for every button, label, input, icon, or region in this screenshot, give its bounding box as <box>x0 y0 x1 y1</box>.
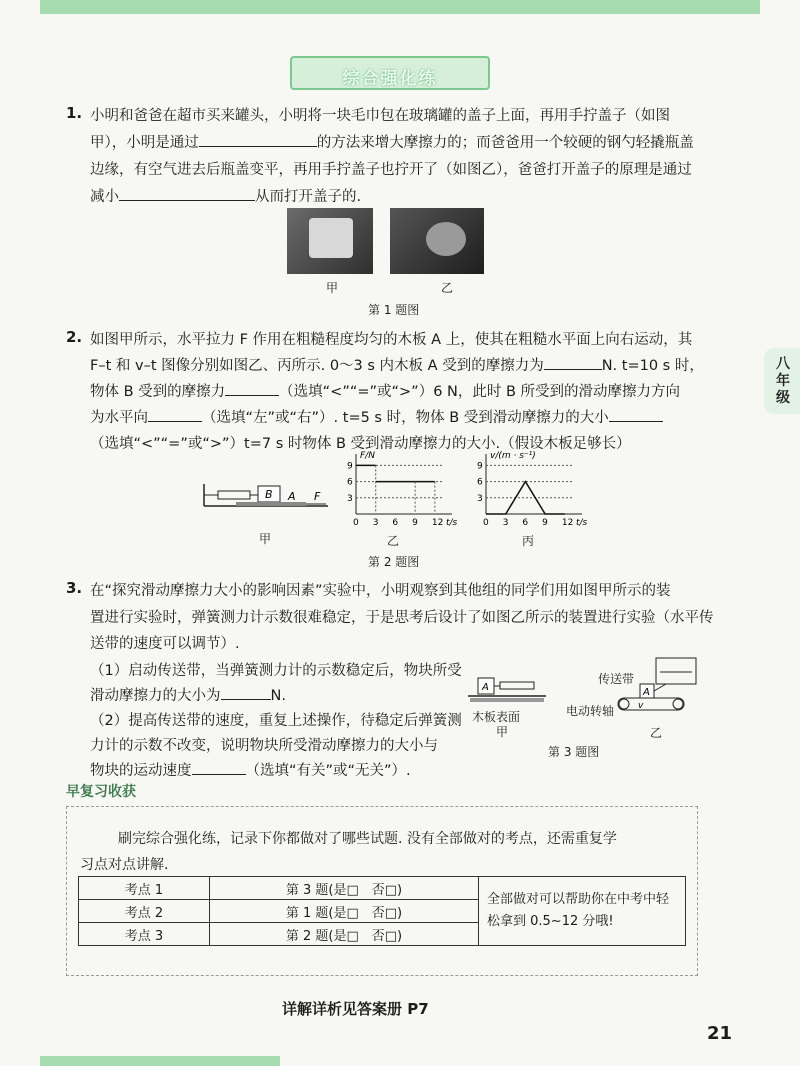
answer-reference: 详解详析见答案册 P7 <box>282 1000 429 1018</box>
q1-text: 从而打开盖子的. <box>255 189 362 205</box>
q3-belt-label: 传送带 <box>598 672 635 686</box>
block-a-label: A <box>482 682 489 693</box>
x-tick-label: 6 <box>392 518 399 528</box>
q1-line-4 <box>90 185 361 206</box>
q3-caption: 第 3 题图 <box>548 745 600 759</box>
q2-blank-2[interactable] <box>225 381 279 396</box>
q2-caption: 第 2 题图 <box>368 555 420 569</box>
belt-velocity-label: v <box>638 701 644 711</box>
q3-text: 物块的运动速度 <box>90 763 192 779</box>
q2-line-4 <box>90 406 663 427</box>
x-tick-label: 12 <box>431 518 444 528</box>
block-a-label: A <box>643 687 650 698</box>
q1-line-2 <box>90 131 694 152</box>
q3-fig-label-jia: 甲 <box>496 725 509 739</box>
x-tick-label: 0 <box>483 518 489 528</box>
x-tick-label: 0 <box>353 518 359 528</box>
q1-text: 的方法来增大摩擦力的；而爸爸用一个较硬的钢勺轻撬瓶盖 <box>316 135 694 151</box>
q3-line-2: 置进行实验时，弹簧测力计示数很难稳定，于是思考后设计了如图乙所示的装置进行实验（水平传 <box>90 610 714 626</box>
q3-blank-1[interactable] <box>221 685 271 700</box>
question-cell[interactable]: 第 3 题(是□ 否□) <box>210 877 479 900</box>
q2-fig-jia <box>196 480 336 520</box>
q1-fig-label-jia: 甲 <box>326 281 339 295</box>
q3-text: N. <box>270 688 286 704</box>
y-tick-label: 9 <box>347 461 353 472</box>
q3-sub2-line-3 <box>90 759 411 780</box>
q1-text: 减小 <box>90 189 119 205</box>
q3-motor-label: 电动转轴 <box>566 704 615 718</box>
q2-fig-label-bing: 丙 <box>522 534 535 548</box>
x-tick-label: 3 <box>502 518 509 528</box>
q2-chart-bing <box>468 450 594 530</box>
board <box>470 698 544 702</box>
q3-line-1: 在“探究滑动摩擦力大小的影响因素”实验中，小明观察到其他组的同学们用如图甲所示的装 <box>90 583 671 599</box>
q2-line-2 <box>90 354 704 375</box>
q1-line-3: 边缘，有空气进去后瓶盖变平，再用手拧盖子也拧开了（如图乙），爸爸打开盖子的原理是通过 <box>90 162 692 178</box>
q1-fig-label-yi: 乙 <box>441 281 454 295</box>
point-cell: 考点 2 <box>79 900 210 923</box>
q3-line-3: 送带的速度可以调节）. <box>90 636 240 652</box>
q1-photo-jia <box>287 208 373 274</box>
y-tick-label: 6 <box>347 477 353 488</box>
spring-scale <box>218 491 250 499</box>
q2-line-3 <box>90 380 680 401</box>
q2-text: 为水平向 <box>90 410 148 426</box>
review-note: 全部做对可以帮助你在中考中轻松拿到 0.5~12 分哦! <box>479 877 686 946</box>
x-axis-label: t/s <box>576 518 588 528</box>
grade-label: 八年级 <box>776 356 790 406</box>
q3-fig-yi <box>612 654 700 716</box>
q1-line-1: 小明和爸爸在超市买来罐头，小明将一块毛巾包在玻璃罐的盖子上面，再用手拧盖子（如图 <box>90 108 670 124</box>
q2-text: （选填“左”或“右”）. t=5 s 时，物体 B 受到滑动摩擦力的大小 <box>202 410 609 426</box>
q1-text: 甲），小明是通过 <box>90 135 199 151</box>
x-tick-label: 9 <box>542 518 548 528</box>
q2-fig-label-jia: 甲 <box>259 532 272 546</box>
q3-fig-jia <box>466 668 548 708</box>
x-tick-label: 12 <box>561 518 574 528</box>
q3-text: （选填“有关”或“无关”）. <box>245 763 411 779</box>
q3-blank-2[interactable] <box>192 760 246 775</box>
x-tick-label: 6 <box>522 518 529 528</box>
q2-blank-1[interactable] <box>544 355 602 370</box>
spring-scale <box>500 682 534 689</box>
q3-number: 3. <box>66 579 83 597</box>
roller-left <box>619 699 629 709</box>
point-cell: 考点 3 <box>79 923 210 946</box>
q3-board-label: 木板表面 <box>472 710 521 724</box>
section-title: 综合强化练 <box>342 69 438 89</box>
force-label: F <box>314 490 321 503</box>
review-intro-2: 习点对点讲解. <box>80 857 169 873</box>
q2-blank-4[interactable] <box>609 407 663 422</box>
q1-blank-2[interactable] <box>119 186 255 201</box>
y-axis-label: F/N <box>360 451 375 461</box>
q2-blank-3[interactable] <box>148 407 202 422</box>
y-tick-label: 9 <box>477 461 483 472</box>
q2-text: N. t=10 s 时， <box>601 358 704 374</box>
table-row <box>79 877 686 900</box>
y-tick-label: 3 <box>347 493 353 504</box>
y-tick-label: 3 <box>477 493 483 504</box>
q1-number: 1. <box>66 104 83 122</box>
q3-sub1-line-2 <box>90 684 286 705</box>
q2-text: （选填“<”“=”或“>”）6 N，此时 B 所受到的滑动摩擦力方向 <box>279 384 681 400</box>
x-tick-label: 3 <box>372 518 379 528</box>
q2-line-5: （选填“<”“=”或“>”）t=7 s 时物体 B 受到滑动摩擦力的大小.（假设木板足够长） <box>90 436 631 452</box>
q3-sub2-line-1: （2）提高传送带的速度，重复上述操作，待稳定后弹簧测 <box>90 713 462 729</box>
y-axis-label: v/(m · s⁻¹) <box>490 451 536 461</box>
board-a-label: A <box>288 490 296 503</box>
q2-text: F–t 和 v–t 图像分别如图乙、丙所示. 0～3 s 内木板 A 受到的摩擦力为 <box>90 358 544 374</box>
q1-caption: 第 1 题图 <box>368 303 420 317</box>
q1-blank-1[interactable] <box>199 132 317 147</box>
top-decor-bar <box>40 0 760 14</box>
towel-shape <box>309 218 353 258</box>
q2-number: 2. <box>66 328 83 346</box>
page-number: 21 <box>706 1023 732 1044</box>
x-axis-label: t/s <box>446 518 458 528</box>
x-tick-label: 9 <box>412 518 418 528</box>
spring-link <box>654 684 666 691</box>
question-cell[interactable]: 第 1 题(是□ 否□) <box>210 900 479 923</box>
q3-fig-label-yi: 乙 <box>650 726 663 740</box>
conveyor-belt <box>618 698 684 710</box>
q2-text: 物体 B 受到的摩擦力 <box>90 384 226 400</box>
review-table <box>78 876 686 946</box>
q2-line-1: 如图甲所示，水平拉力 F 作用在粗糙程度均匀的木板 A 上，使其在粗糙水平面上向右运动，其 <box>90 332 693 348</box>
y-tick-label: 6 <box>477 477 483 488</box>
block-b-label: B <box>265 488 273 501</box>
jar-lid-shape <box>426 222 466 256</box>
review-intro-1: 刷完综合强化练，记录下你都做对了哪些试题. 没有全部做对的考点，还需重复学 <box>118 831 617 847</box>
section-header <box>290 56 490 90</box>
review-title: 早复习收获 <box>66 784 136 800</box>
q3-sub2-line-2: 力计的示数不改变，说明物块所受滑动摩擦力的大小与 <box>90 738 438 754</box>
roller-right <box>673 699 683 709</box>
q2-chart-yi <box>338 450 458 530</box>
series-line <box>486 482 565 514</box>
q1-photo-yi <box>390 208 484 274</box>
q3-sub1-line-1: （1）启动传送带，当弹簧测力计的示数稳定后，物块所受 <box>90 663 462 679</box>
point-cell: 考点 1 <box>79 877 210 900</box>
bottom-decor-bar <box>40 1056 280 1066</box>
question-cell[interactable]: 第 2 题(是□ 否□) <box>210 923 479 946</box>
q3-text: 滑动摩擦力的大小为 <box>90 688 221 704</box>
spring-scale-frame <box>656 658 696 684</box>
q2-fig-label-yi: 乙 <box>387 534 400 548</box>
